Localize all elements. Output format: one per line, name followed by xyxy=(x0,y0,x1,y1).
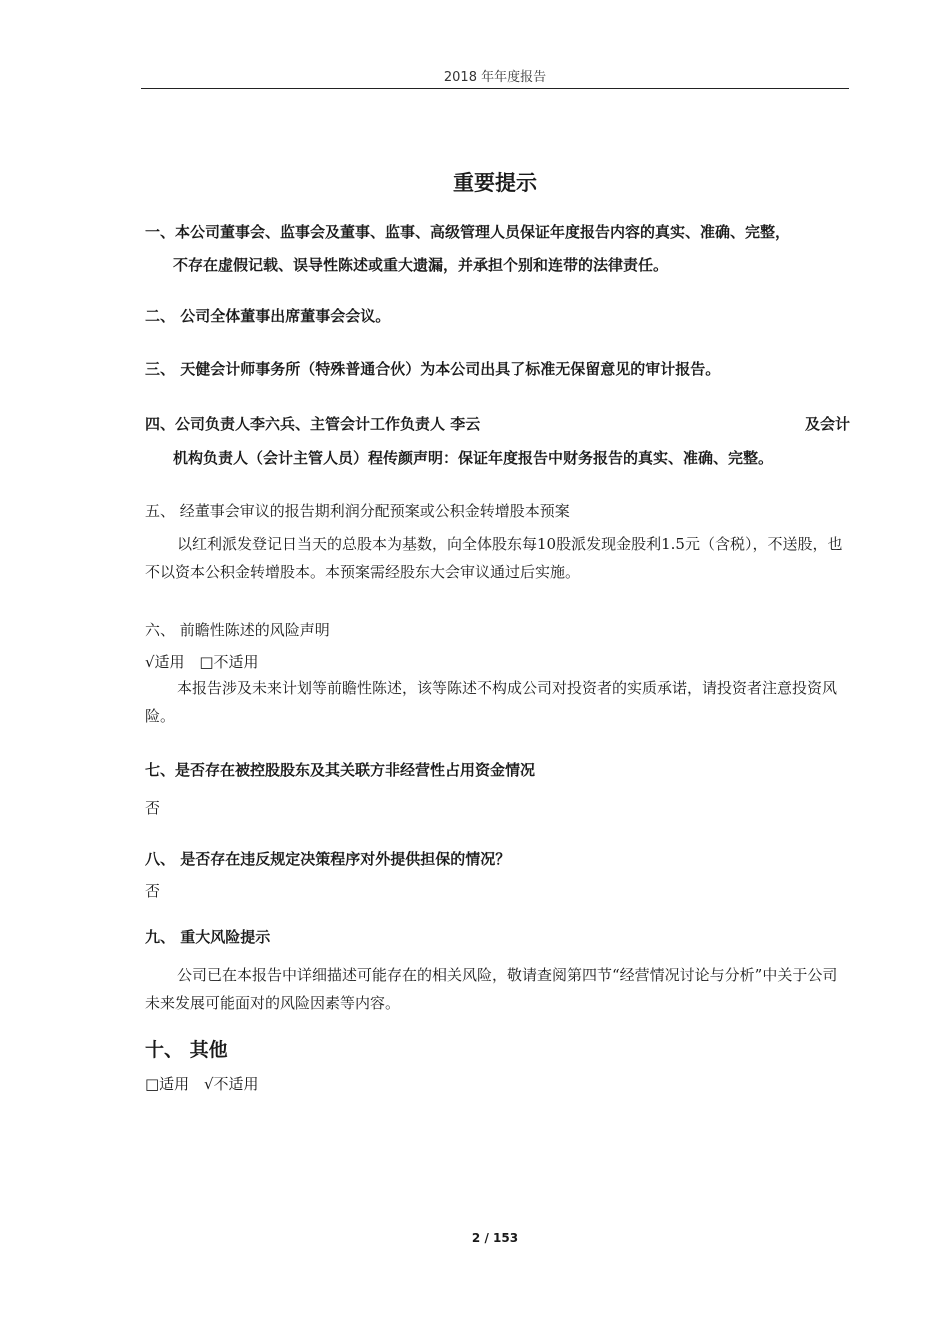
section-5-body: 以红利派发登记日当天的总股本为基数，向全体股东每10股派发现金股利1.5元（含税），不送股，也不以资本公积金转增股本。本预案需经股东大会审议通过后实施。 xyxy=(145,535,843,581)
section-6-body: 本报告涉及未来计划等前瞻性陈述，该等陈述不构成公司对投资者的实质承诺，请投资者注意投资风险。 xyxy=(145,679,838,725)
section-8-answer: 否 xyxy=(145,882,161,900)
section-5-heading: 五、 经董事会审议的报告期利润分配预案或公积金转增股本预案 xyxy=(145,502,570,520)
section-8-heading: 八、 是否存在违反规定决策程序对外提供担保的情况？ xyxy=(145,850,511,868)
section-1-line-1: 一、本公司董事会、监事会及董事、监事、高级管理人员保证年度报告内容的真实、准确、完整， xyxy=(145,223,791,241)
section-9 xyxy=(145,925,850,1017)
section-6-heading: 六、 前瞻性陈述的风险声明 xyxy=(145,621,330,639)
page-title: 重要提示 xyxy=(453,171,537,195)
option-not-applicable-checked: √不适用 xyxy=(203,1075,259,1093)
section-10-options xyxy=(145,1072,850,1096)
section-4 xyxy=(145,412,850,470)
page-header: 2018 年年度报告 xyxy=(443,70,547,85)
header-divider xyxy=(141,88,849,89)
page-number: 2 / 153 xyxy=(471,1231,519,1245)
section-4-line-1-right: 及会计 xyxy=(804,415,850,433)
option-not-applicable: □不适用 xyxy=(199,653,259,671)
section-7-heading: 七、是否存在被控股股东及其关联方非经营性占用资金情况 xyxy=(145,761,536,779)
section-9-heading: 九、 重大风险提示 xyxy=(145,928,271,946)
section-3: 三、 天健会计师事务所（特殊普通合伙）为本公司出具了标准无保留意见的审计报告。 xyxy=(145,360,721,378)
section-10-heading: 十、 其他 xyxy=(145,1039,228,1061)
section-1-line-2: 不存在虚假记载、误导性陈述或重大遗漏，并承担个别和连带的法律责任。 xyxy=(173,256,669,274)
section-2: 二、 公司全体董事出席董事会会议。 xyxy=(145,307,391,325)
option-applicable: □适用 xyxy=(145,1075,190,1093)
section-6-options xyxy=(145,650,850,674)
option-applicable-checked: √适用 xyxy=(145,653,185,671)
section-4-line-2: 机构负责人（会计主管人员）程传颜声明：保证年度报告中财务报告的真实、准确、完整。 xyxy=(173,449,774,467)
section-9-body: 公司已在本报告中详细描述可能存在的相关风险，敬请查阅第四节“经营情况讨论与分析”中关于公司未来发展可能面对的风险因素等内容。 xyxy=(145,966,838,1012)
section-8 xyxy=(145,847,850,903)
section-6 xyxy=(145,618,850,730)
section-10 xyxy=(145,1036,850,1096)
section-5 xyxy=(145,499,850,586)
section-1 xyxy=(145,218,850,279)
section-7-answer: 否 xyxy=(145,799,161,817)
section-4-line-1 xyxy=(145,412,850,436)
section-7 xyxy=(145,758,850,820)
section-4-line-1-left: 四、公司负责人李六兵、主管会计工作负责人 李云 xyxy=(145,415,481,433)
